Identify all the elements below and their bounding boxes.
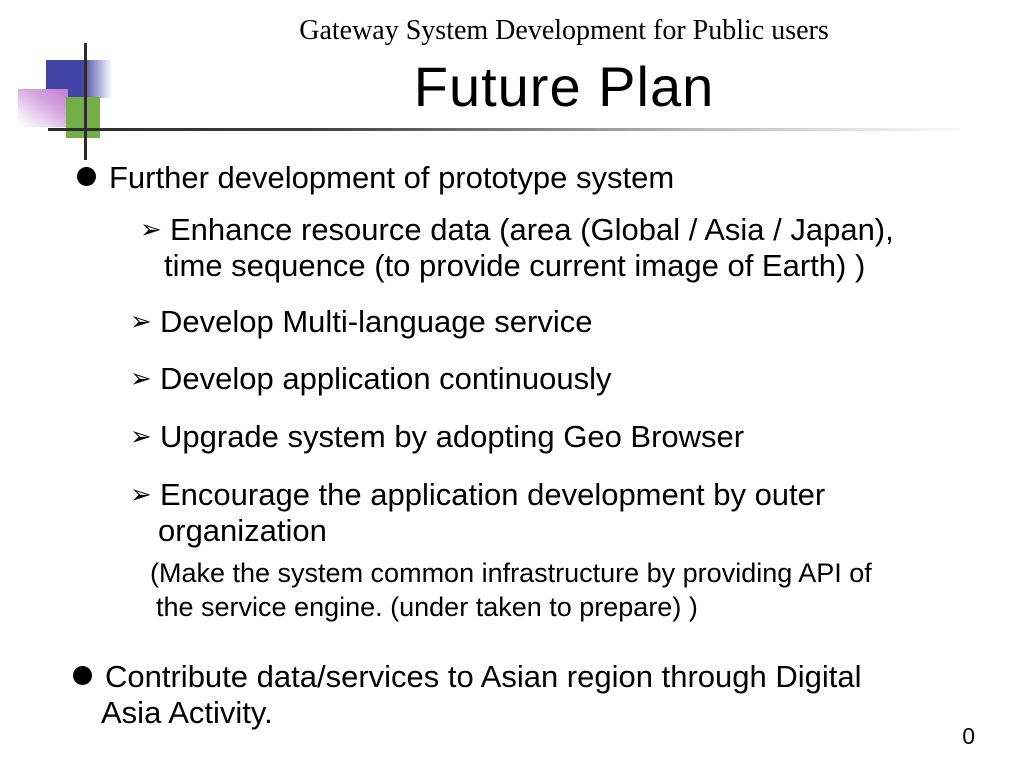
api-note xyxy=(150,556,872,624)
note-line: (Make the system common infrastructure by providing API of xyxy=(150,558,872,588)
sub-bullet-geo-browser xyxy=(130,419,744,455)
sub-bullet-multi-language xyxy=(130,304,593,340)
circle-bullet-icon xyxy=(73,666,92,685)
slide-subtitle: Gateway System Development for Public users xyxy=(299,15,829,46)
logo-vertical-line xyxy=(84,43,87,160)
arrow-bullet-icon: ➢ xyxy=(130,307,152,337)
slide-title: Future Plan xyxy=(413,55,715,118)
note-line: the service engine. (under taken to prepare) ) xyxy=(156,592,698,622)
sub-bullet-line: Upgrade system by adopting Geo Browser xyxy=(160,419,745,454)
bullet-item-further-development xyxy=(77,160,674,196)
sub-bullet-line: Enhance resource data (area (Global / Asia / Japan), xyxy=(170,212,894,247)
arrow-bullet-icon: ➢ xyxy=(140,215,162,245)
sub-bullet-text xyxy=(160,304,593,340)
arrow-bullet-icon: ➢ xyxy=(130,480,152,510)
bullet-line: Asia Activity. xyxy=(101,695,273,730)
bullet-text xyxy=(101,659,862,731)
sub-bullet-text xyxy=(164,212,894,284)
bullet-item-contribute-digital-asia xyxy=(73,659,862,731)
logo-purple-square xyxy=(18,89,68,127)
sub-bullet-line: organization xyxy=(158,513,327,548)
bullet-text: Further development of prototype system xyxy=(109,160,675,195)
sub-bullet-text xyxy=(160,361,612,397)
sub-bullet-text xyxy=(160,477,825,549)
sub-bullet-encourage-outer-org xyxy=(130,477,825,549)
sub-bullet-text xyxy=(160,419,744,455)
sub-bullet-develop-application xyxy=(130,361,612,397)
circle-bullet-icon xyxy=(77,167,96,186)
sub-bullet-line: time sequence (to provide current image of Earth) ) xyxy=(164,248,866,283)
sub-bullet-line: Develop application continuously xyxy=(160,361,612,396)
page-number: 0 xyxy=(962,723,975,749)
sub-bullet-enhance-resource-data xyxy=(140,212,894,284)
logo-green-square xyxy=(66,97,100,138)
sub-bullet-line: Develop Multi-language service xyxy=(160,304,593,339)
arrow-bullet-icon: ➢ xyxy=(130,364,152,394)
sub-bullet-line: Encourage the application development by outer xyxy=(160,477,826,512)
title-divider-line xyxy=(48,128,960,131)
arrow-bullet-icon: ➢ xyxy=(130,422,152,452)
bullet-line: Contribute data/services to Asian region through Digital xyxy=(105,659,862,694)
